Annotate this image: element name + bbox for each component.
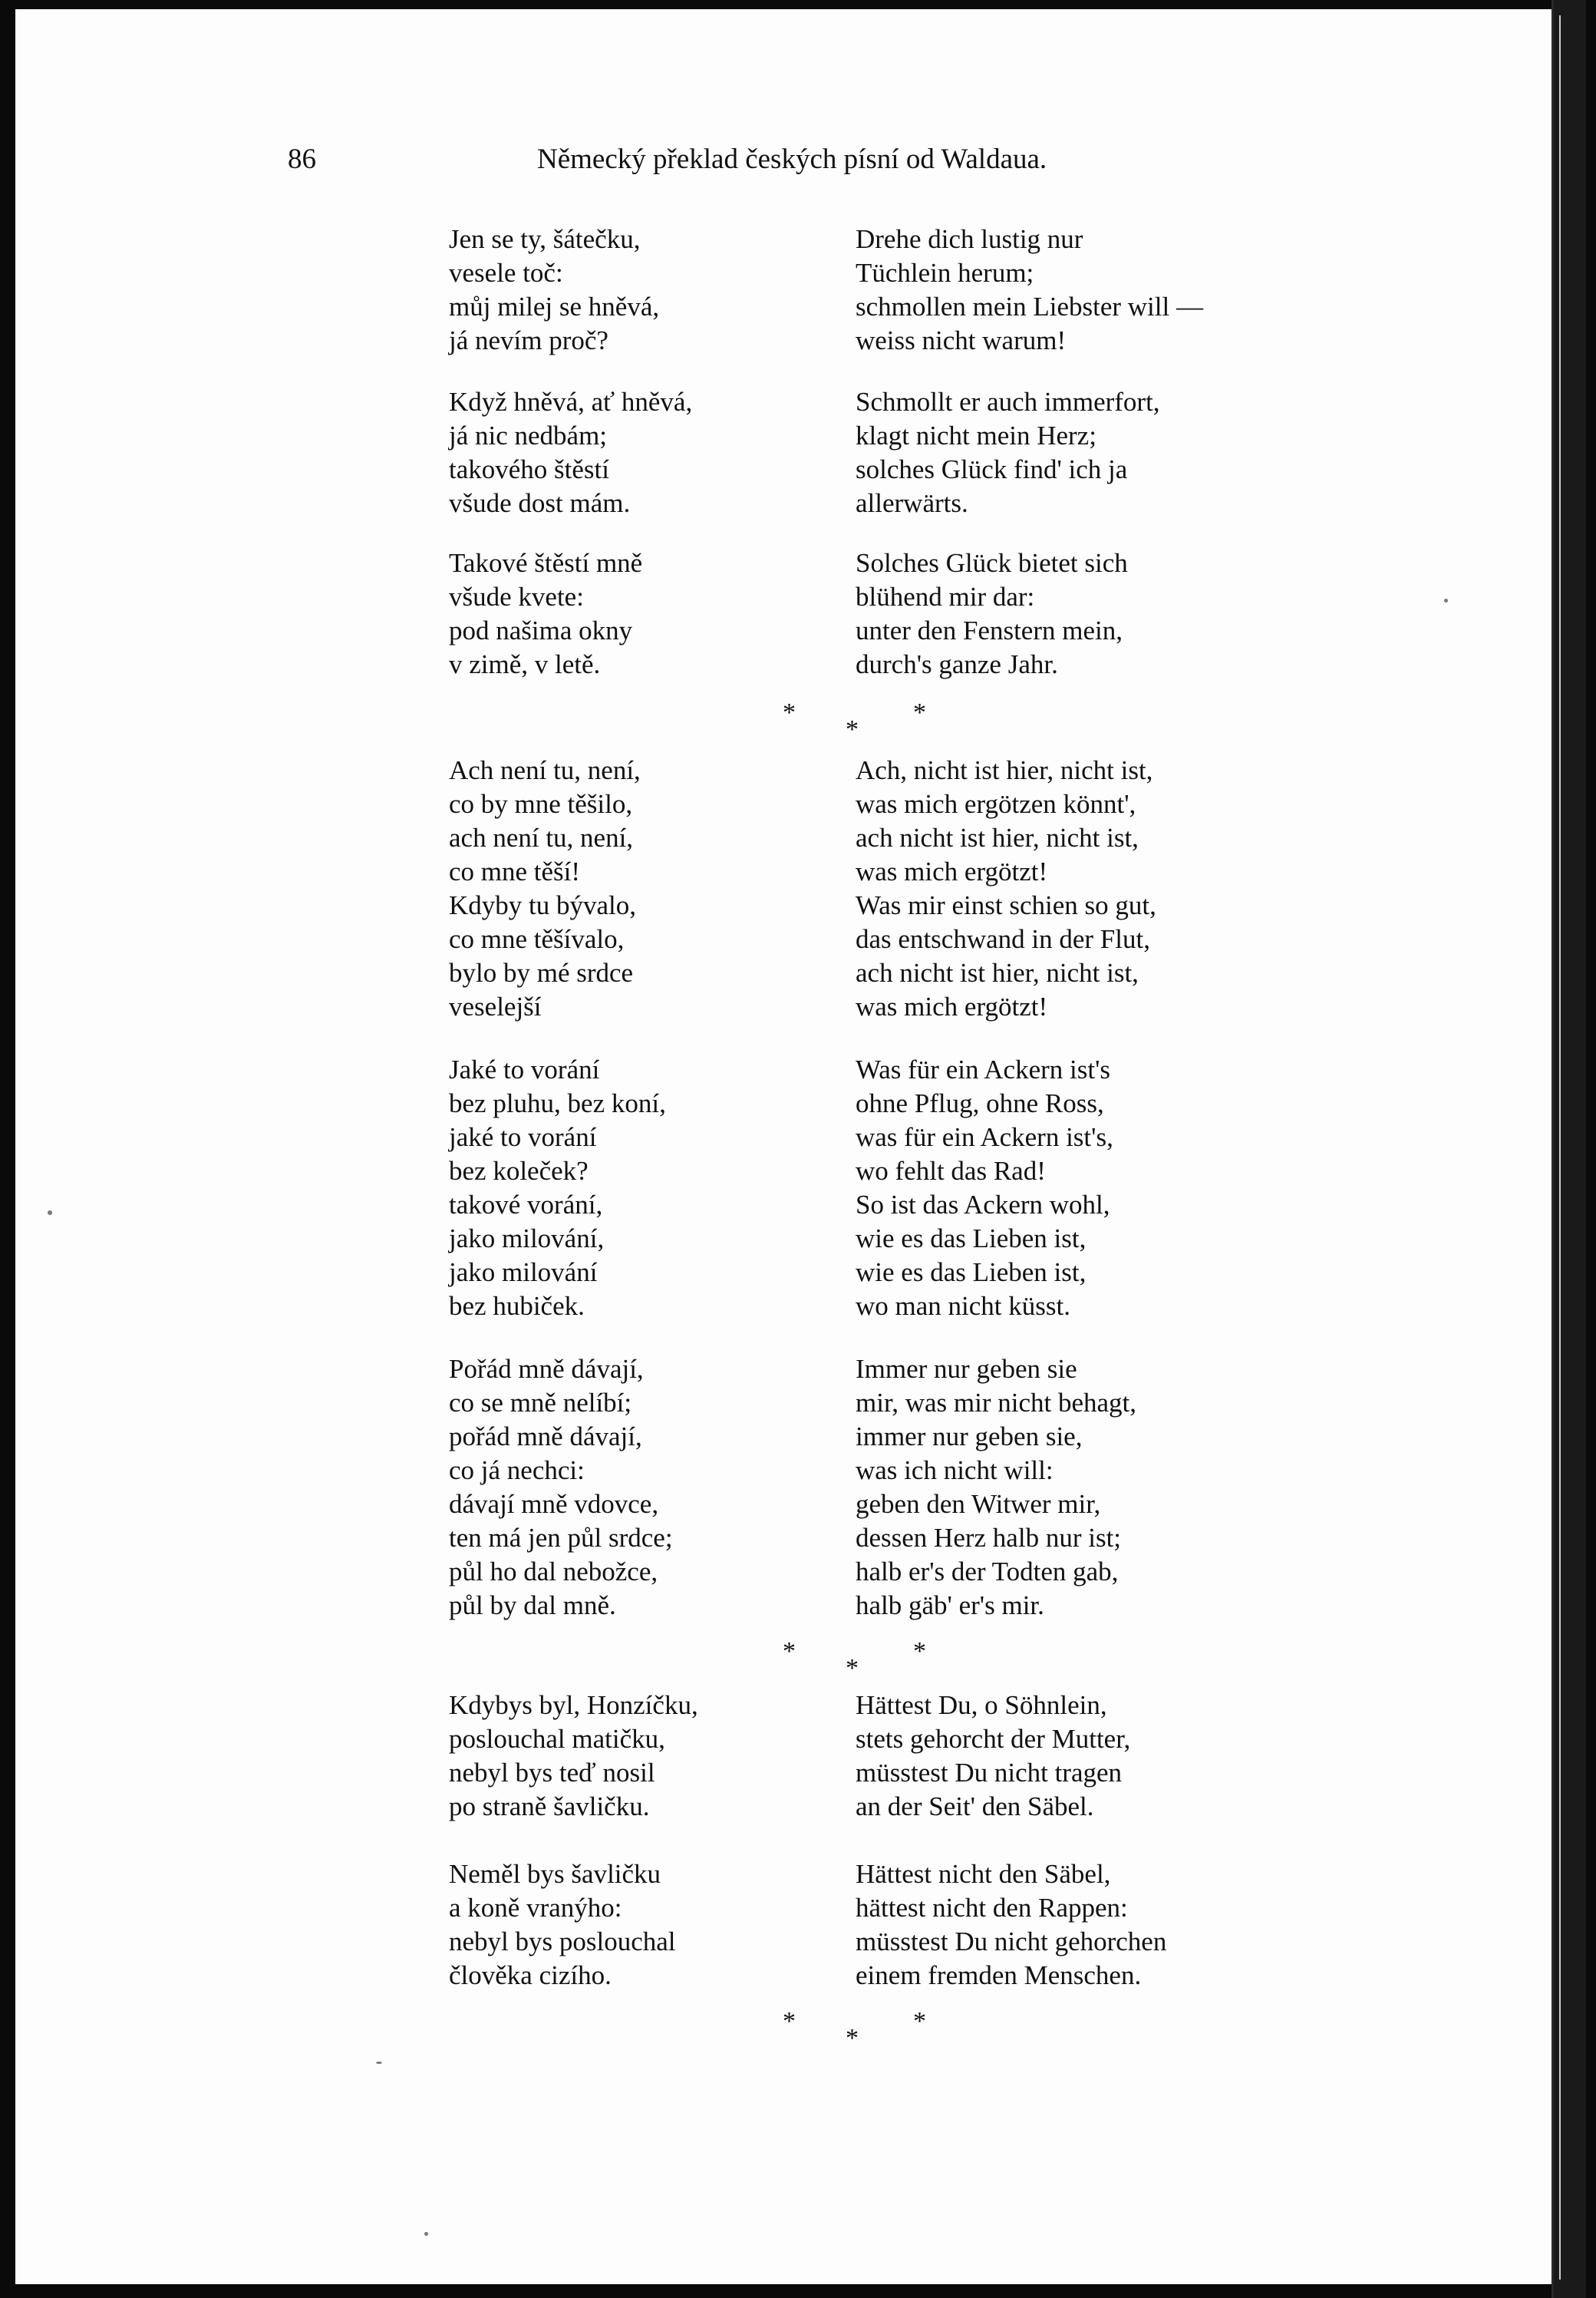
german-stanza bbox=[856, 1689, 1130, 1824]
german-verse-line: einem fremden Menschen. bbox=[856, 1960, 1142, 1990]
czech-verse-line: Kdyby tu bývalo, bbox=[449, 890, 637, 920]
german-verse-line: was ich nicht will: bbox=[856, 1455, 1054, 1485]
asterisk: * bbox=[783, 1637, 796, 1666]
german-stanza bbox=[856, 1857, 1166, 1993]
german-verse-line: mir, was mir nicht behagt, bbox=[856, 1388, 1137, 1418]
czech-verse-line: ten má jen půl srdce; bbox=[449, 1523, 673, 1553]
czech-verse-line: Neměl bys šavličku bbox=[449, 1859, 661, 1889]
german-stanza bbox=[856, 1352, 1136, 1623]
german-verse-line: klagt nicht mein Herz; bbox=[856, 421, 1096, 451]
czech-stanza bbox=[449, 1857, 676, 1993]
czech-verse-line: půl ho dal nebožce, bbox=[449, 1557, 658, 1586]
german-verse-line: ach nicht ist hier, nicht ist, bbox=[856, 958, 1139, 988]
german-verse-line: wie es das Lieben ist, bbox=[856, 1257, 1087, 1287]
czech-verse-line: dávají mně vdovce, bbox=[449, 1489, 659, 1519]
german-verse-line: stets gehorcht der Mutter, bbox=[856, 1724, 1131, 1754]
german-verse-line: wie es das Lieben ist, bbox=[856, 1223, 1087, 1253]
scan-speck bbox=[376, 2062, 382, 2064]
german-verse-line: weiss nicht warum! bbox=[856, 325, 1067, 355]
german-verse-line: solches Glück find' ich ja bbox=[856, 454, 1128, 484]
german-verse-line: Solches Glück bietet sich bbox=[856, 548, 1128, 578]
czech-verse-line: takového štěstí bbox=[449, 454, 609, 484]
german-verse-line: Tüchlein herum; bbox=[856, 258, 1034, 288]
czech-verse-line: bylo by mé srdce bbox=[449, 958, 634, 988]
german-verse-line: schmollen mein Liebster will — bbox=[856, 292, 1203, 322]
scanned-page bbox=[15, 9, 1551, 2284]
czech-verse-line: Ach není tu, není, bbox=[449, 755, 641, 785]
scan-speck bbox=[1444, 599, 1448, 603]
german-verse-line: was für ein Ackern ist's, bbox=[856, 1122, 1113, 1152]
czech-verse-line: v zimě, v letě. bbox=[449, 649, 601, 679]
czech-verse-line: všude kvete: bbox=[449, 582, 584, 612]
german-stanza bbox=[856, 223, 1203, 358]
scan-speck bbox=[424, 2232, 428, 2236]
czech-verse-line: Když hněvá, ať hněvá, bbox=[449, 387, 693, 417]
german-verse-line: Drehe dich lustig nur bbox=[856, 224, 1083, 254]
german-verse-line: ohne Pflug, ohne Ross, bbox=[856, 1088, 1104, 1118]
german-verse-line: blühend mir dar: bbox=[856, 582, 1035, 612]
german-verse-line: halb gäb' er's mir. bbox=[856, 1590, 1044, 1620]
czech-verse-line: poslouchal matičku, bbox=[449, 1724, 665, 1754]
asterisk: * bbox=[846, 1654, 859, 1682]
czech-verse-line: bez koleček? bbox=[449, 1156, 589, 1186]
german-verse-line: halb er's der Todten gab, bbox=[856, 1557, 1119, 1586]
czech-verse-line: Pořád mně dávají, bbox=[449, 1354, 644, 1384]
german-verse-line: durch's ganze Jahr. bbox=[856, 649, 1058, 679]
czech-verse-line: veselejší bbox=[449, 992, 542, 1022]
czech-verse-line: bez pluhu, bez koní, bbox=[449, 1088, 666, 1118]
page-edge-line bbox=[1559, 15, 1561, 2280]
page-number: 86 bbox=[288, 144, 316, 175]
german-verse-line: Ach, nicht ist hier, nicht ist, bbox=[856, 755, 1153, 785]
czech-stanza bbox=[449, 1053, 666, 1323]
czech-verse-line: jaké to vorání bbox=[449, 1122, 597, 1152]
czech-stanza bbox=[449, 754, 641, 1024]
german-verse-line: was mich ergötzen könnt', bbox=[856, 789, 1136, 819]
czech-verse-line: jako milování bbox=[449, 1257, 598, 1287]
german-verse-line: Was mir einst schien so gut, bbox=[856, 890, 1156, 920]
german-verse-line: hättest nicht den Rappen: bbox=[856, 1893, 1128, 1923]
section-separator bbox=[783, 2007, 936, 2053]
german-verse-line: ach nicht ist hier, nicht ist, bbox=[856, 823, 1139, 853]
german-verse-line: Hättest Du, o Söhnlein, bbox=[856, 1690, 1107, 1720]
czech-verse-line: co se mně nelíbí; bbox=[449, 1388, 632, 1418]
asterisk: * bbox=[783, 2007, 796, 2036]
czech-stanza bbox=[449, 546, 642, 682]
section-separator bbox=[783, 698, 936, 745]
czech-verse-line: můj milej se hněvá, bbox=[449, 292, 660, 322]
czech-verse-line: takové vorání, bbox=[449, 1190, 603, 1220]
czech-stanza bbox=[449, 223, 659, 358]
czech-verse-line: půl by dal mně. bbox=[449, 1590, 616, 1620]
czech-verse-line: co já nechci: bbox=[449, 1455, 585, 1485]
scan-speck bbox=[48, 1210, 52, 1215]
czech-verse-line: Jen se ty, šátečku, bbox=[449, 224, 641, 254]
german-verse-line: müsstest Du nicht gehorchen bbox=[856, 1927, 1167, 1956]
czech-verse-line: ach není tu, není, bbox=[449, 823, 634, 853]
german-verse-line: Schmollt er auch immerfort, bbox=[856, 387, 1160, 417]
german-verse-line: was mich ergötzt! bbox=[856, 857, 1048, 887]
czech-verse-line: všude dost mám. bbox=[449, 488, 631, 518]
czech-verse-line: co by mne těšilo, bbox=[449, 789, 633, 819]
german-verse-line: das entschwand in der Flut, bbox=[856, 924, 1150, 954]
german-verse-line: allerwärts. bbox=[856, 488, 968, 518]
czech-stanza bbox=[449, 1689, 698, 1824]
asterisk: * bbox=[913, 2007, 926, 2036]
czech-verse-line: vesele toč: bbox=[449, 258, 563, 288]
asterisk: * bbox=[783, 698, 796, 727]
czech-verse-line: já nevím proč? bbox=[449, 325, 608, 355]
german-verse-line: immer nur geben sie, bbox=[856, 1421, 1083, 1451]
german-stanza bbox=[856, 754, 1156, 1024]
czech-verse-line: já nic nedbám; bbox=[449, 421, 608, 451]
german-verse-line: wo fehlt das Rad! bbox=[856, 1156, 1046, 1186]
czech-verse-line: co mne těší! bbox=[449, 857, 581, 887]
german-verse-line: müsstest Du nicht tragen bbox=[856, 1758, 1123, 1788]
czech-verse-line: bez hubiček. bbox=[449, 1291, 585, 1321]
running-header: Německý překlad českých písní od Waldaua. bbox=[537, 144, 1047, 175]
czech-verse-line: Jaké to vorání bbox=[449, 1055, 600, 1085]
german-verse-line: geben den Witwer mir, bbox=[856, 1489, 1101, 1519]
czech-verse-line: pořád mně dávají, bbox=[449, 1421, 642, 1451]
czech-verse-line: člověka cizího. bbox=[449, 1960, 612, 1990]
czech-verse-line: nebyl bys teď nosil bbox=[449, 1758, 655, 1788]
german-verse-line: wo man nicht küsst. bbox=[856, 1291, 1070, 1321]
german-stanza bbox=[856, 1053, 1113, 1323]
german-verse-line: was mich ergötzt! bbox=[856, 992, 1048, 1022]
german-verse-line: dessen Herz halb nur ist; bbox=[856, 1523, 1122, 1553]
german-stanza bbox=[856, 385, 1160, 520]
german-verse-line: Hättest nicht den Säbel, bbox=[856, 1859, 1111, 1889]
czech-verse-line: Takové štěstí mně bbox=[449, 548, 643, 578]
german-verse-line: Was für ein Ackern ist's bbox=[856, 1055, 1111, 1085]
czech-stanza bbox=[449, 1352, 673, 1623]
german-verse-line: Immer nur geben sie bbox=[856, 1354, 1077, 1384]
german-verse-line: So ist das Ackern wohl, bbox=[856, 1190, 1110, 1220]
czech-verse-line: nebyl bys poslouchal bbox=[449, 1927, 676, 1956]
czech-verse-line: pod našima okny bbox=[449, 616, 633, 645]
czech-verse-line: jako milování, bbox=[449, 1223, 605, 1253]
german-verse-line: an der Seit' den Säbel. bbox=[856, 1791, 1094, 1821]
czech-stanza bbox=[449, 385, 692, 520]
section-separator bbox=[783, 1637, 936, 1683]
czech-verse-line: po straně šavličku. bbox=[449, 1791, 650, 1821]
czech-verse-line: co mne těšívalo, bbox=[449, 924, 625, 954]
czech-verse-line: Kdybys byl, Honzíčku, bbox=[449, 1690, 698, 1720]
german-verse-line: unter den Fenstern mein, bbox=[856, 616, 1123, 645]
asterisk: * bbox=[846, 2024, 859, 2052]
asterisk: * bbox=[913, 1637, 926, 1666]
czech-verse-line: a koně vranýho: bbox=[449, 1893, 622, 1923]
german-stanza bbox=[856, 546, 1128, 682]
asterisk: * bbox=[913, 698, 926, 727]
asterisk: * bbox=[846, 715, 859, 744]
page-edge-shadow bbox=[1551, 0, 1586, 2298]
